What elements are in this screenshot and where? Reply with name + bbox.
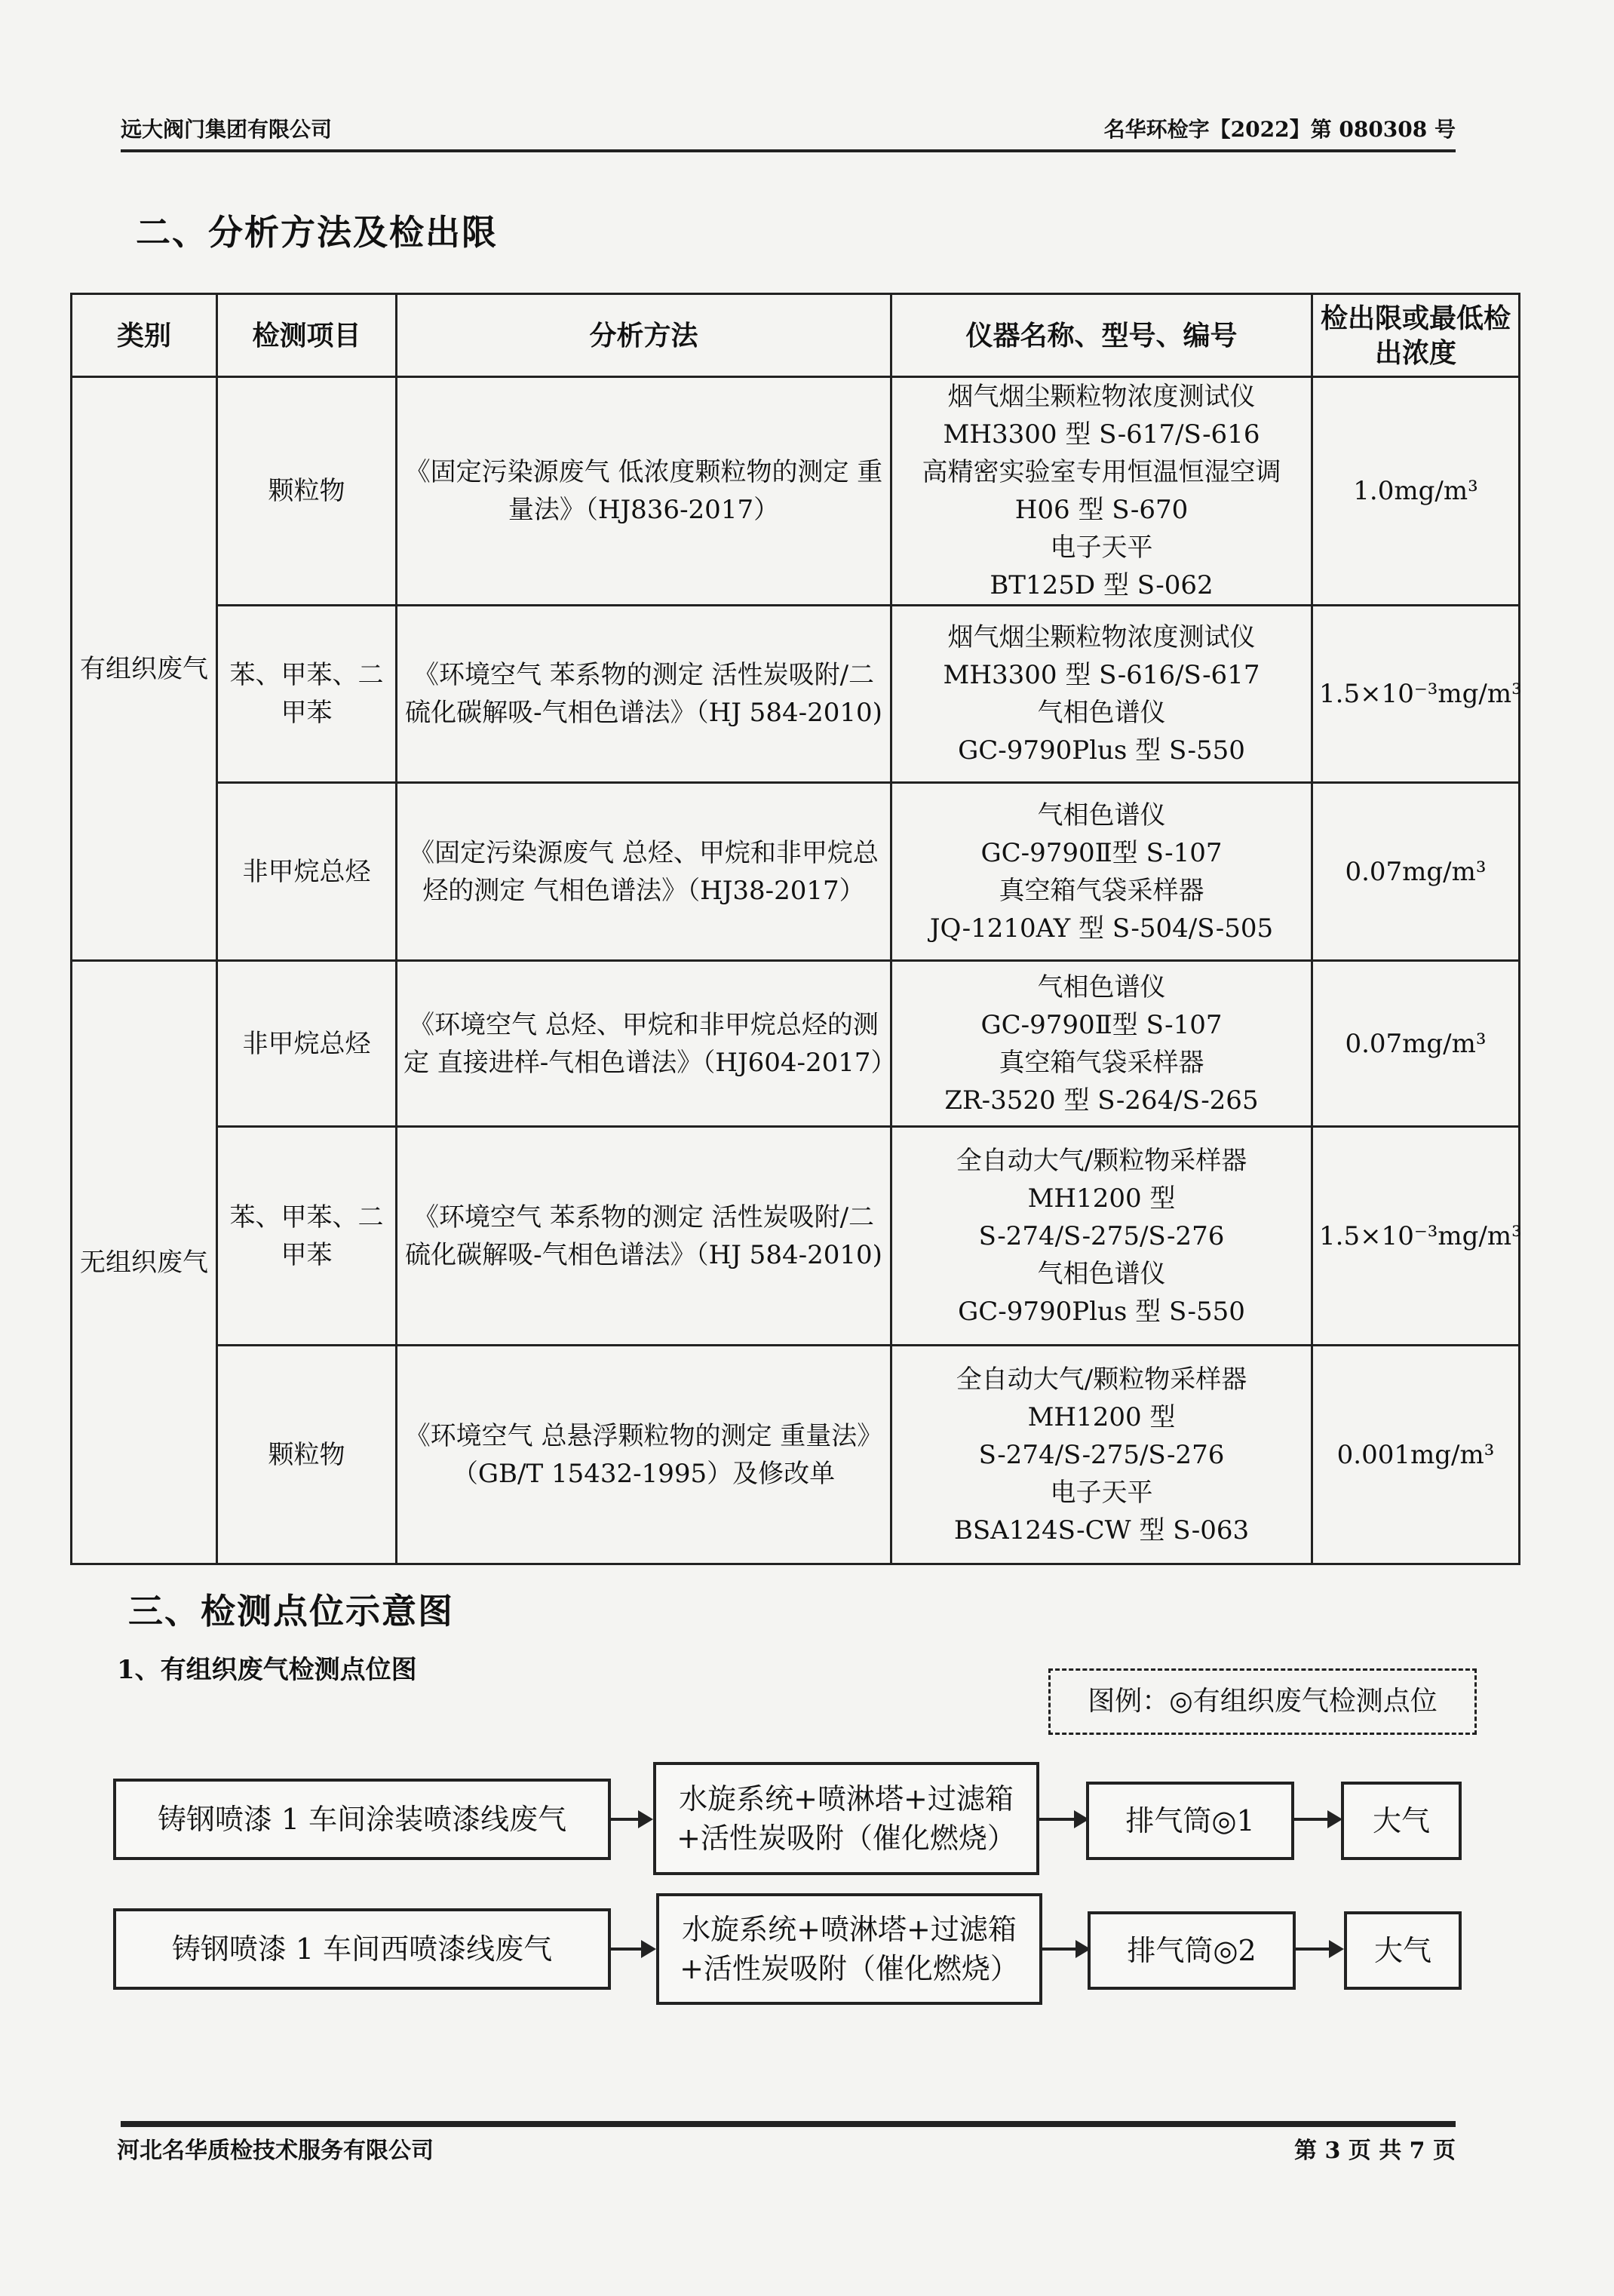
flow1-stack-box: 排气筒◎1 (1086, 1782, 1294, 1860)
method-cell: 《环境空气 苯系物的测定 活性炭吸附/二硫化碳解吸-气相色谱法》（HJ 584-2010) (397, 606, 891, 783)
instrument-cell (891, 961, 1312, 1127)
item-cell: 苯、甲苯、二甲苯 (217, 606, 397, 783)
header-rule (121, 149, 1456, 152)
flow1-treatment-box: 水旋系统+喷淋塔+过滤箱+活性炭吸附（催化燃烧） (653, 1762, 1039, 1875)
instrument-line: 真空箱气袋采样器 (999, 1047, 1204, 1078)
col-header-limit: 检出限或最低检出浓度 (1312, 294, 1520, 377)
instrument-line: JQ-1210AY 型 S-504/S-505 (929, 913, 1274, 944)
instrument-line: GC-9790Plus 型 S-550 (958, 735, 1245, 766)
item-cell: 非甲烷总烃 (217, 783, 397, 961)
item-cell: 非甲烷总烃 (217, 961, 397, 1127)
instrument-line: ZR-3520 型 S-264/S-265 (944, 1085, 1259, 1116)
instrument-line: 真空箱气袋采样器 (999, 875, 1204, 906)
header-company: 远大阀门集团有限公司 (121, 117, 333, 142)
instrument-line: 高精密实验室专用恒温恒湿空调 H06 型 S-670 (922, 457, 1281, 525)
instrument-cell (891, 377, 1312, 606)
instrument-line: 气相色谱仪 (1037, 1258, 1166, 1289)
instrument-line: S-274/S-275/S-276 (978, 1220, 1225, 1251)
footer-rule (121, 2121, 1456, 2127)
instrument-line: 全自动大气/颗粒物采样器 (956, 1145, 1247, 1176)
flow2-sink-box: 大气 (1344, 1911, 1462, 1990)
flow1-source-box: 铸钢喷漆 1 车间涂装喷漆线废气 (113, 1779, 611, 1860)
table-row (72, 1346, 1520, 1564)
category-cell: 有组织废气 (72, 377, 217, 961)
col-header-instrument: 仪器名称、型号、编号 (891, 294, 1312, 377)
flow2-source-box: 铸钢喷漆 1 车间西喷漆线废气 (113, 1908, 611, 1990)
instrument-line: 电子天平 (1050, 1477, 1153, 1508)
flow2-treatment-box: 水旋系统+喷淋塔+过滤箱+活性炭吸附（催化燃烧） (656, 1893, 1042, 2005)
method-cell: 《固定污染源废气 总烃、甲烷和非甲烷总烃的测定 气相色谱法》（HJ38-2017） (397, 783, 891, 961)
instrument-line: MH3300 型 S-617/S-616 (943, 419, 1260, 450)
limit-cell: 0.07mg/m³ (1312, 961, 1520, 1127)
flow1-arrow-1 (611, 1818, 650, 1821)
instrument-line: S-274/S-275/S-276 (978, 1439, 1225, 1470)
flow1-arrow-3 (1294, 1818, 1339, 1821)
method-cell: 《环境空气 苯系物的测定 活性炭吸附/二硫化碳解吸-气相色谱法》（HJ 584-2010) (397, 1127, 891, 1346)
table-row (72, 377, 1520, 606)
instrument-line: 气相色谱仪 (1037, 800, 1166, 830)
limit-cell: 1.0mg/m³ (1312, 377, 1520, 606)
item-cell: 苯、甲苯、二甲苯 (217, 1127, 397, 1346)
flow2-arrow-1 (611, 1948, 653, 1951)
instrument-line: 烟气烟尘颗粒物浓度测试仪 (947, 622, 1256, 652)
instrument-line: 全自动大气/颗粒物采样器 (956, 1364, 1247, 1395)
instrument-line: 气相色谱仪 (1037, 972, 1166, 1002)
instrument-line: GC-9790Ⅱ型 S-107 (980, 1009, 1223, 1040)
instrument-cell (891, 1127, 1312, 1346)
instrument-line: BT125D 型 S-062 (990, 570, 1214, 600)
instrument-line: 烟气烟尘颗粒物浓度测试仪 (947, 382, 1256, 412)
method-cell: 《环境空气 总悬浮颗粒物的测定 重量法》（GB/T 15432-1995）及修改单 (397, 1346, 891, 1564)
method-cell: 《环境空气 总烃、甲烷和非甲烷总烃的测定 直接进样-气相色谱法》（HJ604-2017） (397, 961, 891, 1127)
col-header-category: 类别 (72, 294, 217, 377)
limit-cell: 1.5×10⁻³mg/m³ (1312, 1127, 1520, 1346)
item-cell: 颗粒物 (217, 377, 397, 606)
footer-organization: 河北名华质检技术服务有限公司 (117, 2138, 434, 2164)
instrument-cell (891, 606, 1312, 783)
analysis-methods-table (70, 293, 1520, 1565)
table-row (72, 783, 1520, 961)
section-title-methods: 二、分析方法及检出限 (136, 212, 498, 253)
limit-cell: 1.5×10⁻³mg/m³ (1312, 606, 1520, 783)
instrument-cell (891, 1346, 1312, 1564)
section-title-diagram: 三、检测点位示意图 (128, 1591, 454, 1631)
table-row (72, 1127, 1520, 1346)
table-row (72, 961, 1520, 1127)
flow2-arrow-2 (1042, 1948, 1088, 1951)
flow2-stack-box: 排气筒◎2 (1088, 1911, 1296, 1990)
flow1-arrow-2 (1039, 1818, 1086, 1821)
col-header-item: 检测项目 (217, 294, 397, 377)
instrument-line: GC-9790Ⅱ型 S-107 (980, 837, 1223, 868)
header-report-number: 名华环检字【2022】第 080308 号 (1103, 117, 1456, 142)
instrument-line: GC-9790Plus 型 S-550 (958, 1296, 1245, 1327)
table-header-row (72, 294, 1520, 377)
limit-cell: 0.07mg/m³ (1312, 783, 1520, 961)
instrument-line: 电子天平 (1050, 533, 1153, 563)
limit-cell: 0.001mg/m³ (1312, 1346, 1520, 1564)
footer-page-number: 第 3 页 共 7 页 (1294, 2138, 1456, 2164)
flow1-sink-box: 大气 (1341, 1782, 1462, 1860)
instrument-line: MH3300 型 S-616/S-617 (943, 660, 1260, 690)
diagram-subtitle: 1、有组织废气检测点位图 (117, 1655, 417, 1685)
instrument-cell (891, 783, 1312, 961)
instrument-line: BSA124S-CW 型 S-063 (953, 1515, 1250, 1546)
method-cell: 《固定污染源废气 低浓度颗粒物的测定 重量法》（HJ836-2017） (397, 377, 891, 606)
flow2-arrow-3 (1296, 1948, 1341, 1951)
item-cell: 颗粒物 (217, 1346, 397, 1564)
diagram-legend: 图例：◎有组织废气检测点位 (1048, 1668, 1477, 1735)
table-row (72, 606, 1520, 783)
col-header-method: 分析方法 (397, 294, 891, 377)
instrument-line: 气相色谱仪 (1037, 698, 1166, 728)
category-cell: 无组织废气 (72, 961, 217, 1564)
instrument-line: MH1200 型 (1027, 1183, 1176, 1214)
instrument-line: MH1200 型 (1027, 1401, 1176, 1432)
